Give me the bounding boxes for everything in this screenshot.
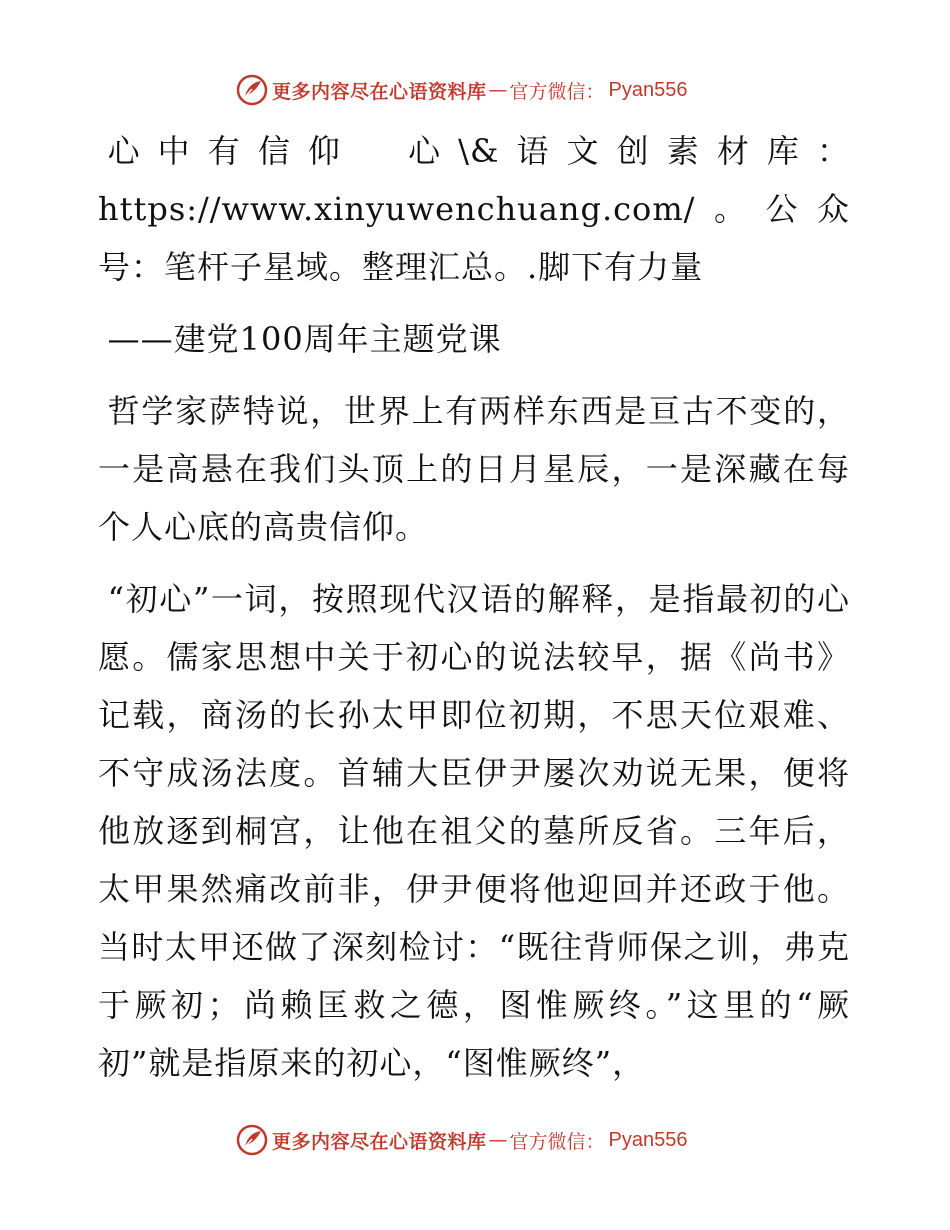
watermark-main-text: 更多内容尽在心语资料库	[272, 1130, 487, 1153]
body-paragraph: “初心”一词，按照现代汉语的解释，是指最初的心愿。儒家思想中关于初心的说法较早，据《尚书》记载，商汤的长孙太甲即位初期，不思天位艰难、不守成汤法度。首辅大臣伊尹屡次劝说无果，便将他放逐到桐宫，让他在祖父的墓所反省。三年后，太甲果然痛改前非，伊尹便将他迎回并还政于他。当时太甲还做了深刻检讨：“既往背师保之训，弗克于厥初；尚赖匡救之德，图惟厥终。”这里的“厥初”就是指原来的初心，“图惟厥终”，	[98, 580, 850, 1082]
body-paragraph: 哲学家萨特说，世界上有两样东西是亘古不变的，一是高悬在我们头顶上的日月星辰，一是深藏在每个人心底的高贵信仰。	[98, 392, 850, 546]
watermark-main-text: 更多内容尽在心语资料库	[272, 80, 487, 103]
leaf-quill-logo-icon	[236, 1124, 268, 1156]
watermark-account: Pyan556	[608, 1128, 688, 1151]
footer-watermark	[236, 1123, 688, 1157]
document-title-paragraph: 心中有信仰 心\&语文创素材库：https://www.xinyuwenchuang.com/。公众号：笔杆子星域。整理汇总。.脚下有力量	[98, 132, 850, 286]
watermark-separator: —	[488, 1129, 508, 1151]
watermark-separator: —	[488, 79, 508, 101]
leaf-quill-logo-icon	[236, 74, 268, 106]
header-watermark	[236, 73, 688, 107]
document-body	[98, 122, 850, 1092]
watermark-label: 官方微信：	[509, 1130, 605, 1153]
watermark-account: Pyan556	[608, 78, 688, 101]
document-subtitle: ——建党100周年主题党课	[107, 320, 502, 358]
watermark-label: 官方微信：	[509, 80, 605, 103]
